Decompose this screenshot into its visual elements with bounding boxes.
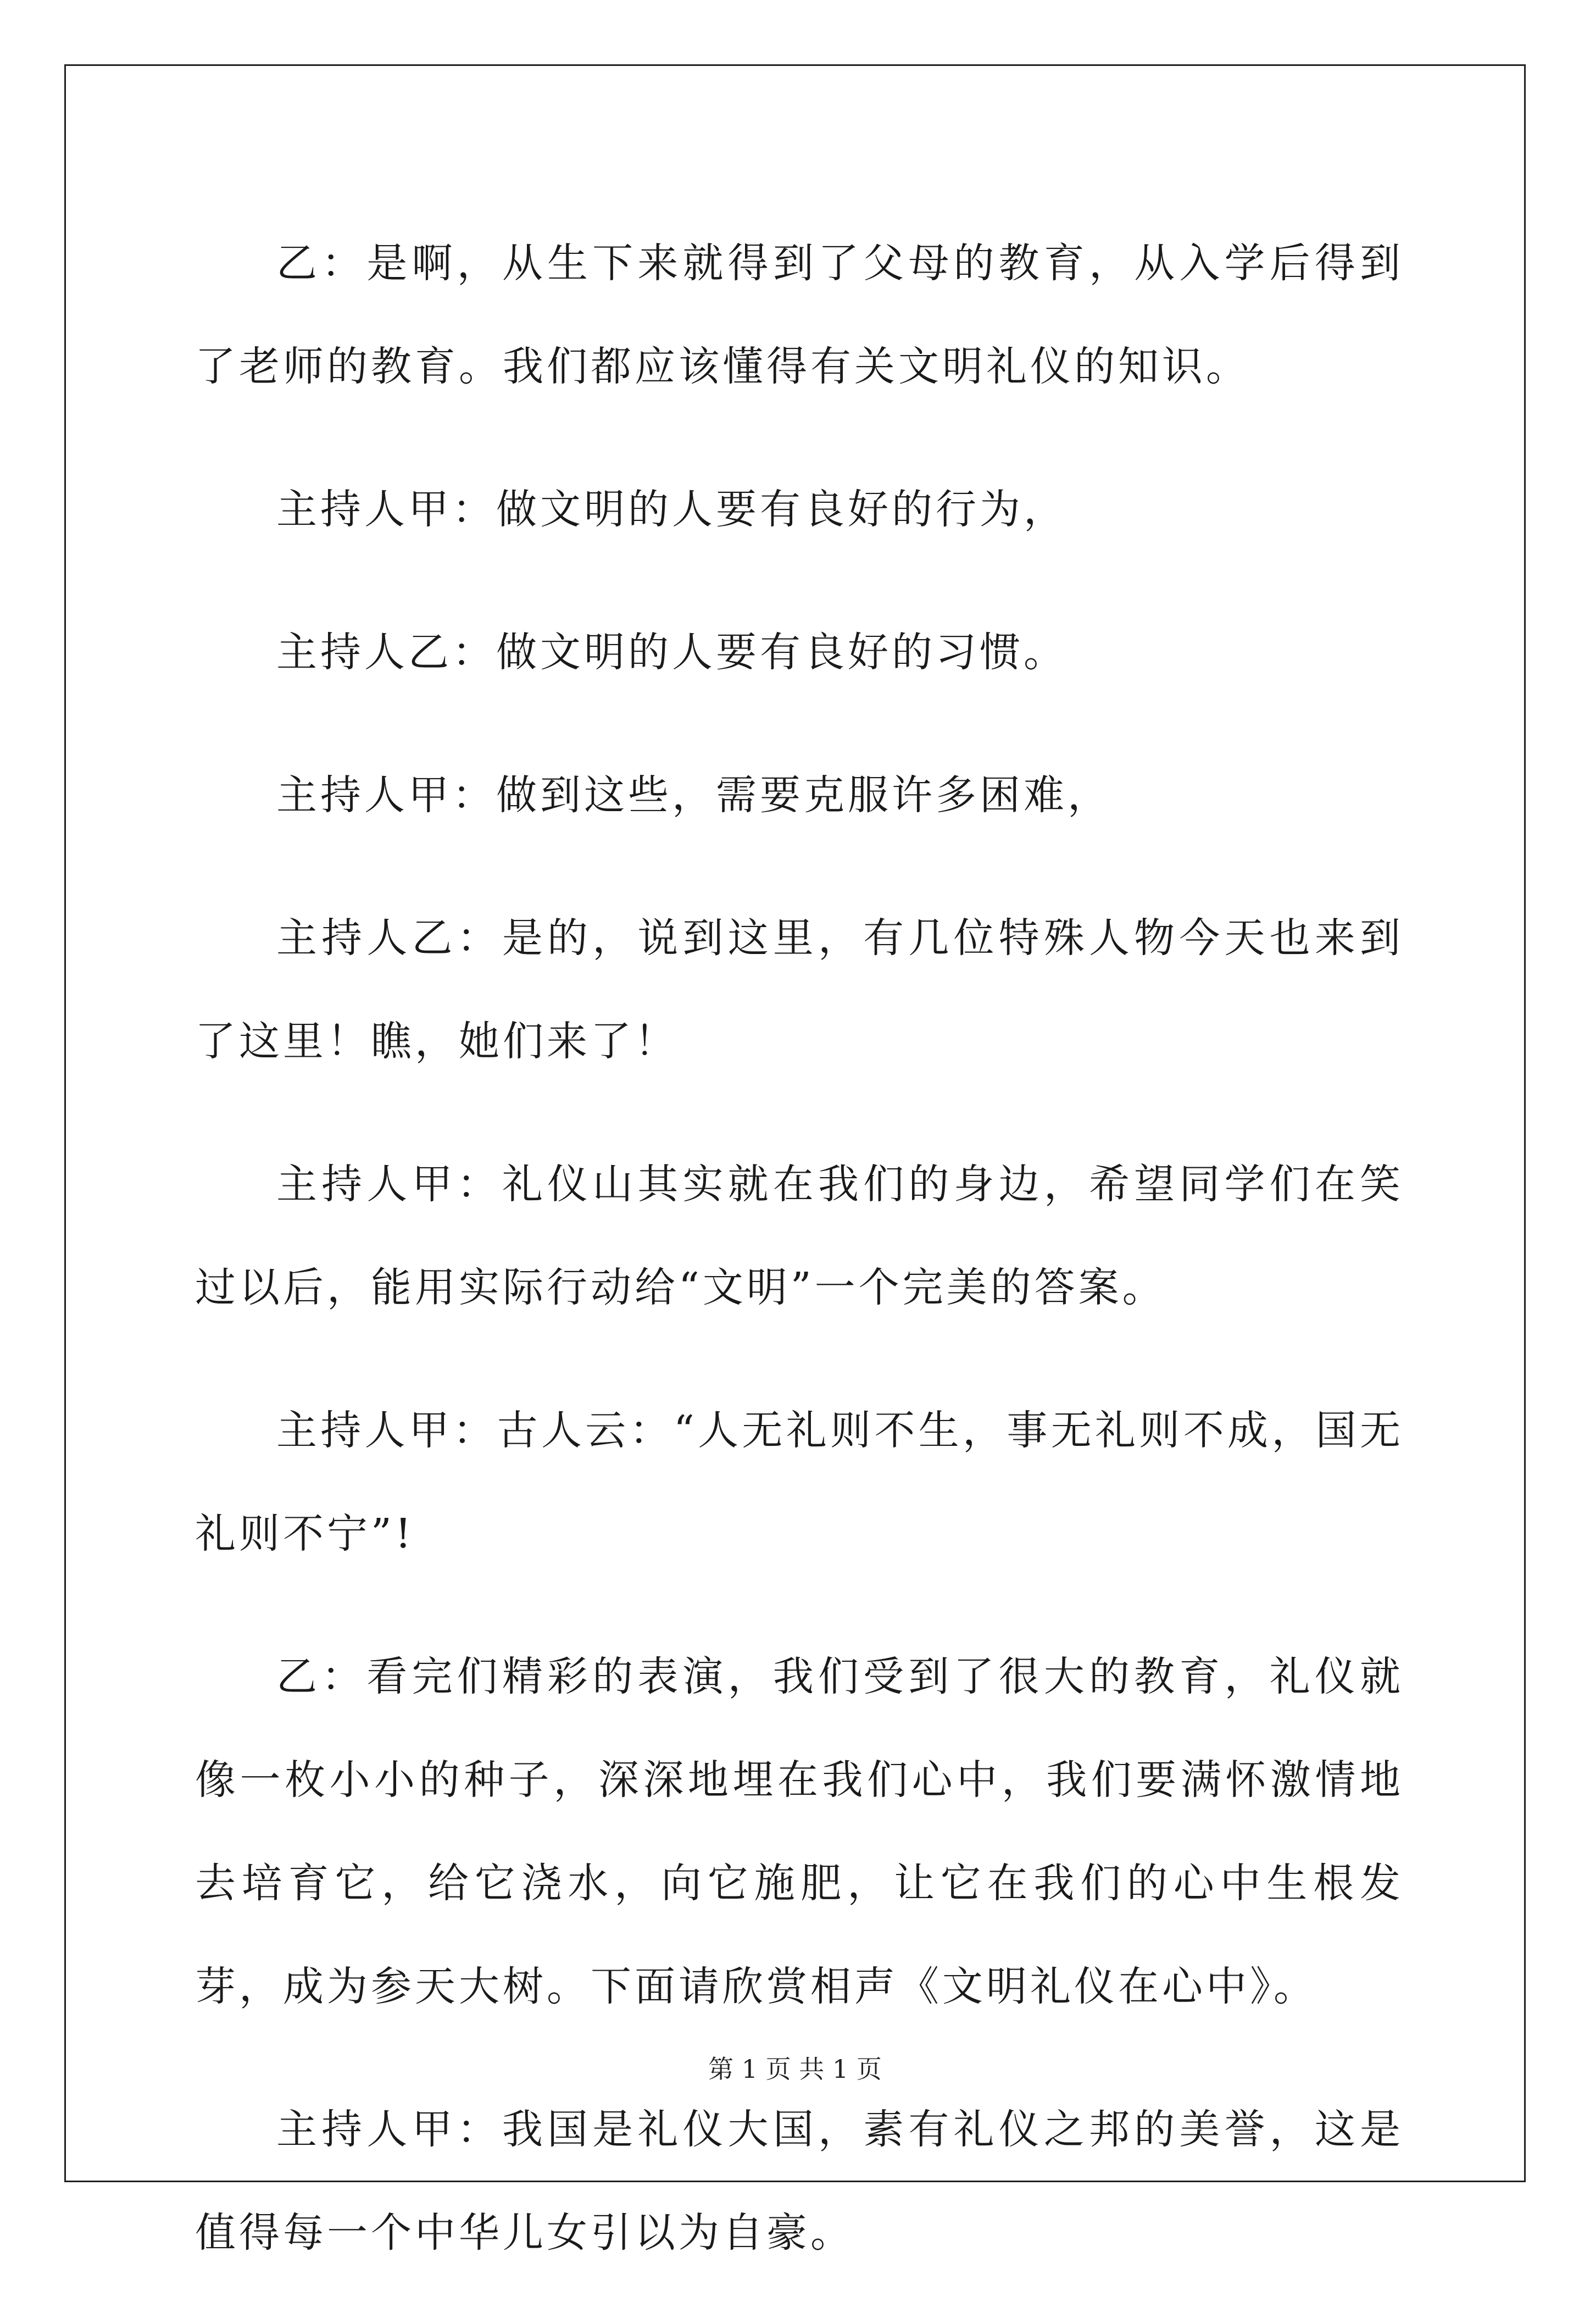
paragraph: 主持人乙：是的，说到这里，有几位特殊人物今天也来到了这里！瞧，她们来了！ (195, 914, 1404, 1065)
paragraph: 主持人甲：做文明的人要有良好的行为， (276, 486, 1068, 533)
document-body (195, 212, 1404, 2324)
paragraph: 主持人甲：做到这些，需要克服许多困难， (276, 772, 1111, 819)
paragraph: 主持人甲：我国是礼仪大国，素有礼仪之邦的美誉，这是值得每一个中华儿女引以为自豪。 (195, 2106, 1404, 2256)
paragraph: 主持人甲：礼仪山其实就在我们的身边，希望同学们在笑过以后，能用实际行动给“文明”一个完美的答案。 (195, 1161, 1404, 1311)
paragraph: 主持人甲：古人云：“人无礼则不生，事无礼则不成，国无礼则不宁”! (195, 1407, 1404, 1557)
paragraph: 主持人乙：做文明的人要有良好的习惯。 (276, 629, 1068, 676)
page-number-footer: 第 1 页 共 1 页 (708, 2054, 882, 2084)
paragraph: 乙：看完们精彩的表演，我们受到了很大的教育，礼仪就像一枚小小的种子，深深地埋在我们心中，我们要满怀激情地去培育它，给它浇水，向它施肥，让它在我们的心中生根发芽，成为参天大树。下面请欣赏相声《文明礼仪在心中》。 (195, 1653, 1404, 2010)
paragraph: 乙：是啊，从生下来就得到了父母的教育，从入学后得到了老师的教育。我们都应该懂得有关文明礼仪的知识。 (195, 240, 1404, 390)
